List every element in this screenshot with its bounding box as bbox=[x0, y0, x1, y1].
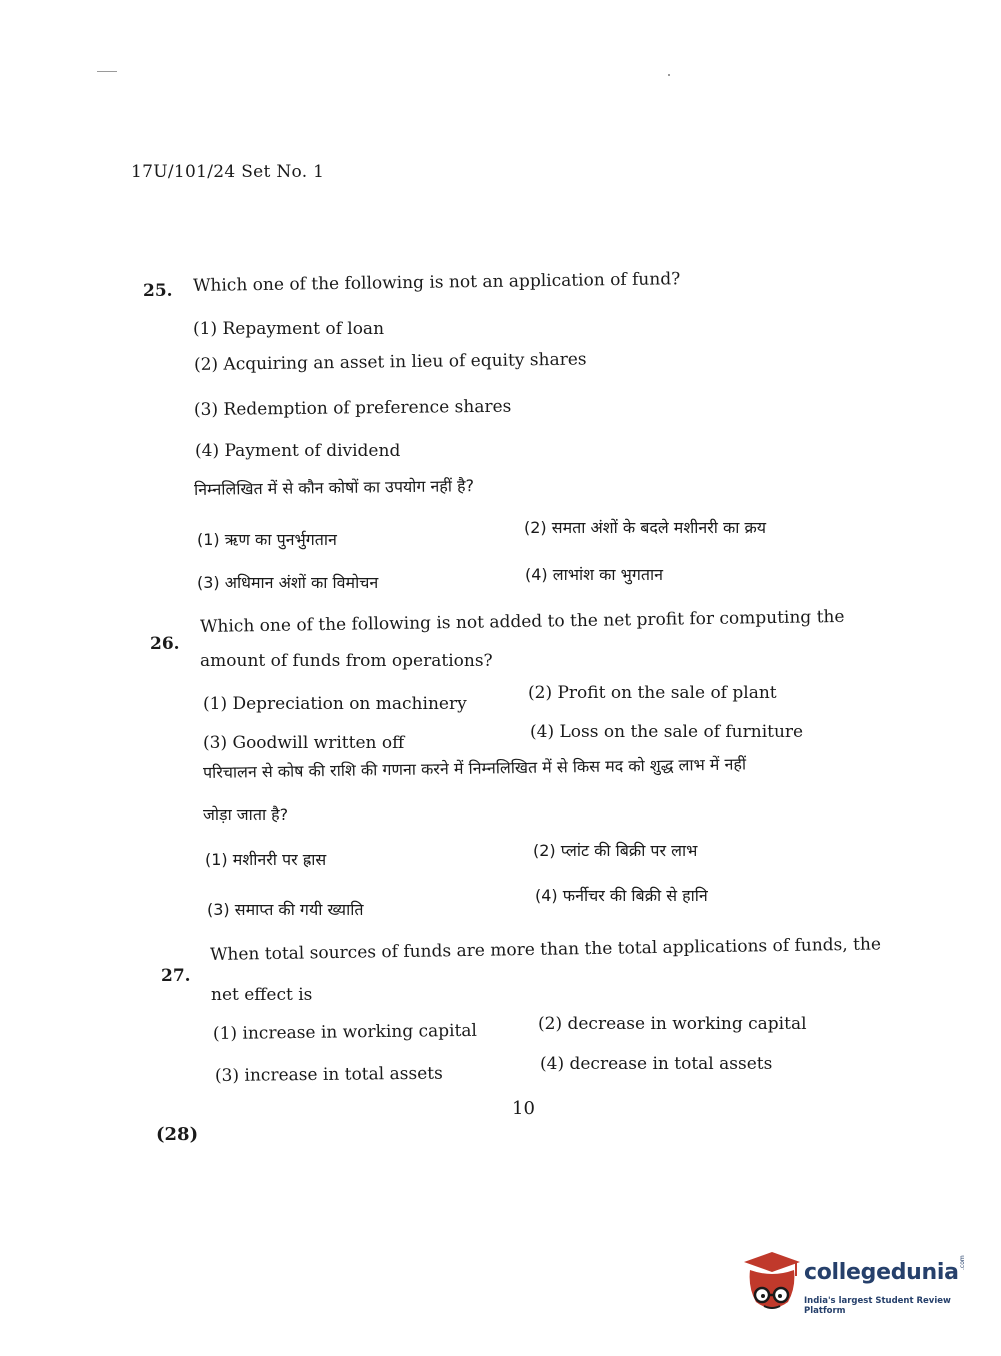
scan-mark bbox=[97, 71, 117, 72]
question-text-hindi: जोड़ा जाता है? bbox=[203, 805, 289, 824]
paper-code: 17U/101/24 Set No. 1 bbox=[131, 162, 325, 182]
question-text-hindi: परिचालन से कोष की राशि की गणना करने में निम्नलिखित में से किस मद को शुद्ध लाभ में नहीं bbox=[202, 754, 747, 782]
page-number: 10 bbox=[512, 1098, 535, 1119]
question-text: amount of funds from operations? bbox=[200, 651, 493, 671]
option: (4) decrease in total assets bbox=[540, 1054, 773, 1074]
question-text: net effect is bbox=[211, 985, 313, 1005]
question-number: 26. bbox=[150, 634, 180, 654]
collegedunia-watermark bbox=[742, 1250, 972, 1330]
option: (1) Repayment of loan bbox=[193, 319, 385, 339]
option: (1) increase in working capital bbox=[212, 1020, 478, 1044]
option-hindi: (2) प्लांट की बिक्री पर लाभ bbox=[533, 841, 698, 860]
question-text: Which one of the following is not added to the net profit for computing the bbox=[199, 606, 845, 637]
option: (1) Depreciation on machinery bbox=[203, 694, 467, 714]
option: (2) Profit on the sale of plant bbox=[528, 683, 777, 703]
question-text: Which one of the following is not an application of fund? bbox=[192, 269, 681, 296]
option: (4) Loss on the sale of furniture bbox=[530, 722, 804, 742]
question-code: (28) bbox=[156, 1124, 199, 1145]
option: (2) decrease in working capital bbox=[538, 1014, 807, 1034]
question-text-hindi: निम्नलिखित में से कौन कोषों का उपयोग नहीं है? bbox=[193, 476, 475, 499]
brand-suffix: .com bbox=[959, 1255, 966, 1270]
option-hindi: (4) फर्नीचर की बिक्री से हानि bbox=[535, 886, 708, 905]
question-text: When total sources of funds are more than the total applications of funds, the bbox=[209, 934, 882, 965]
question-number: 25. bbox=[143, 281, 173, 301]
option-hindi: (2) समता अंशों के बदले मशीनरी का क्रय bbox=[524, 518, 767, 537]
scan-mark bbox=[668, 74, 670, 76]
question-number: 27. bbox=[161, 966, 191, 986]
option-hindi: (1) मशीनरी पर ह्रास bbox=[205, 850, 327, 869]
brand-tagline: India's largest Student Review Platform bbox=[804, 1296, 951, 1316]
option-hindi: (3) अधिमान अंशों का विमोचन bbox=[197, 573, 379, 592]
option-hindi: (1) ऋण का पुनर्भुगतान bbox=[197, 530, 337, 549]
brand-name: collegedunia bbox=[804, 1260, 959, 1285]
option: (3) increase in total assets bbox=[214, 1063, 443, 1086]
option: (2) Acquiring an asset in lieu of equity shares bbox=[193, 349, 587, 375]
option-hindi: (4) लाभांश का भुगतान bbox=[525, 565, 664, 584]
option-hindi: (3) समाप्त की गयी ख्याति bbox=[207, 900, 364, 919]
option: (4) Payment of dividend bbox=[195, 441, 401, 461]
student-mascot-icon bbox=[742, 1250, 802, 1320]
option: (3) Redemption of preference shares bbox=[193, 396, 512, 420]
option: (3) Goodwill written off bbox=[203, 733, 405, 753]
